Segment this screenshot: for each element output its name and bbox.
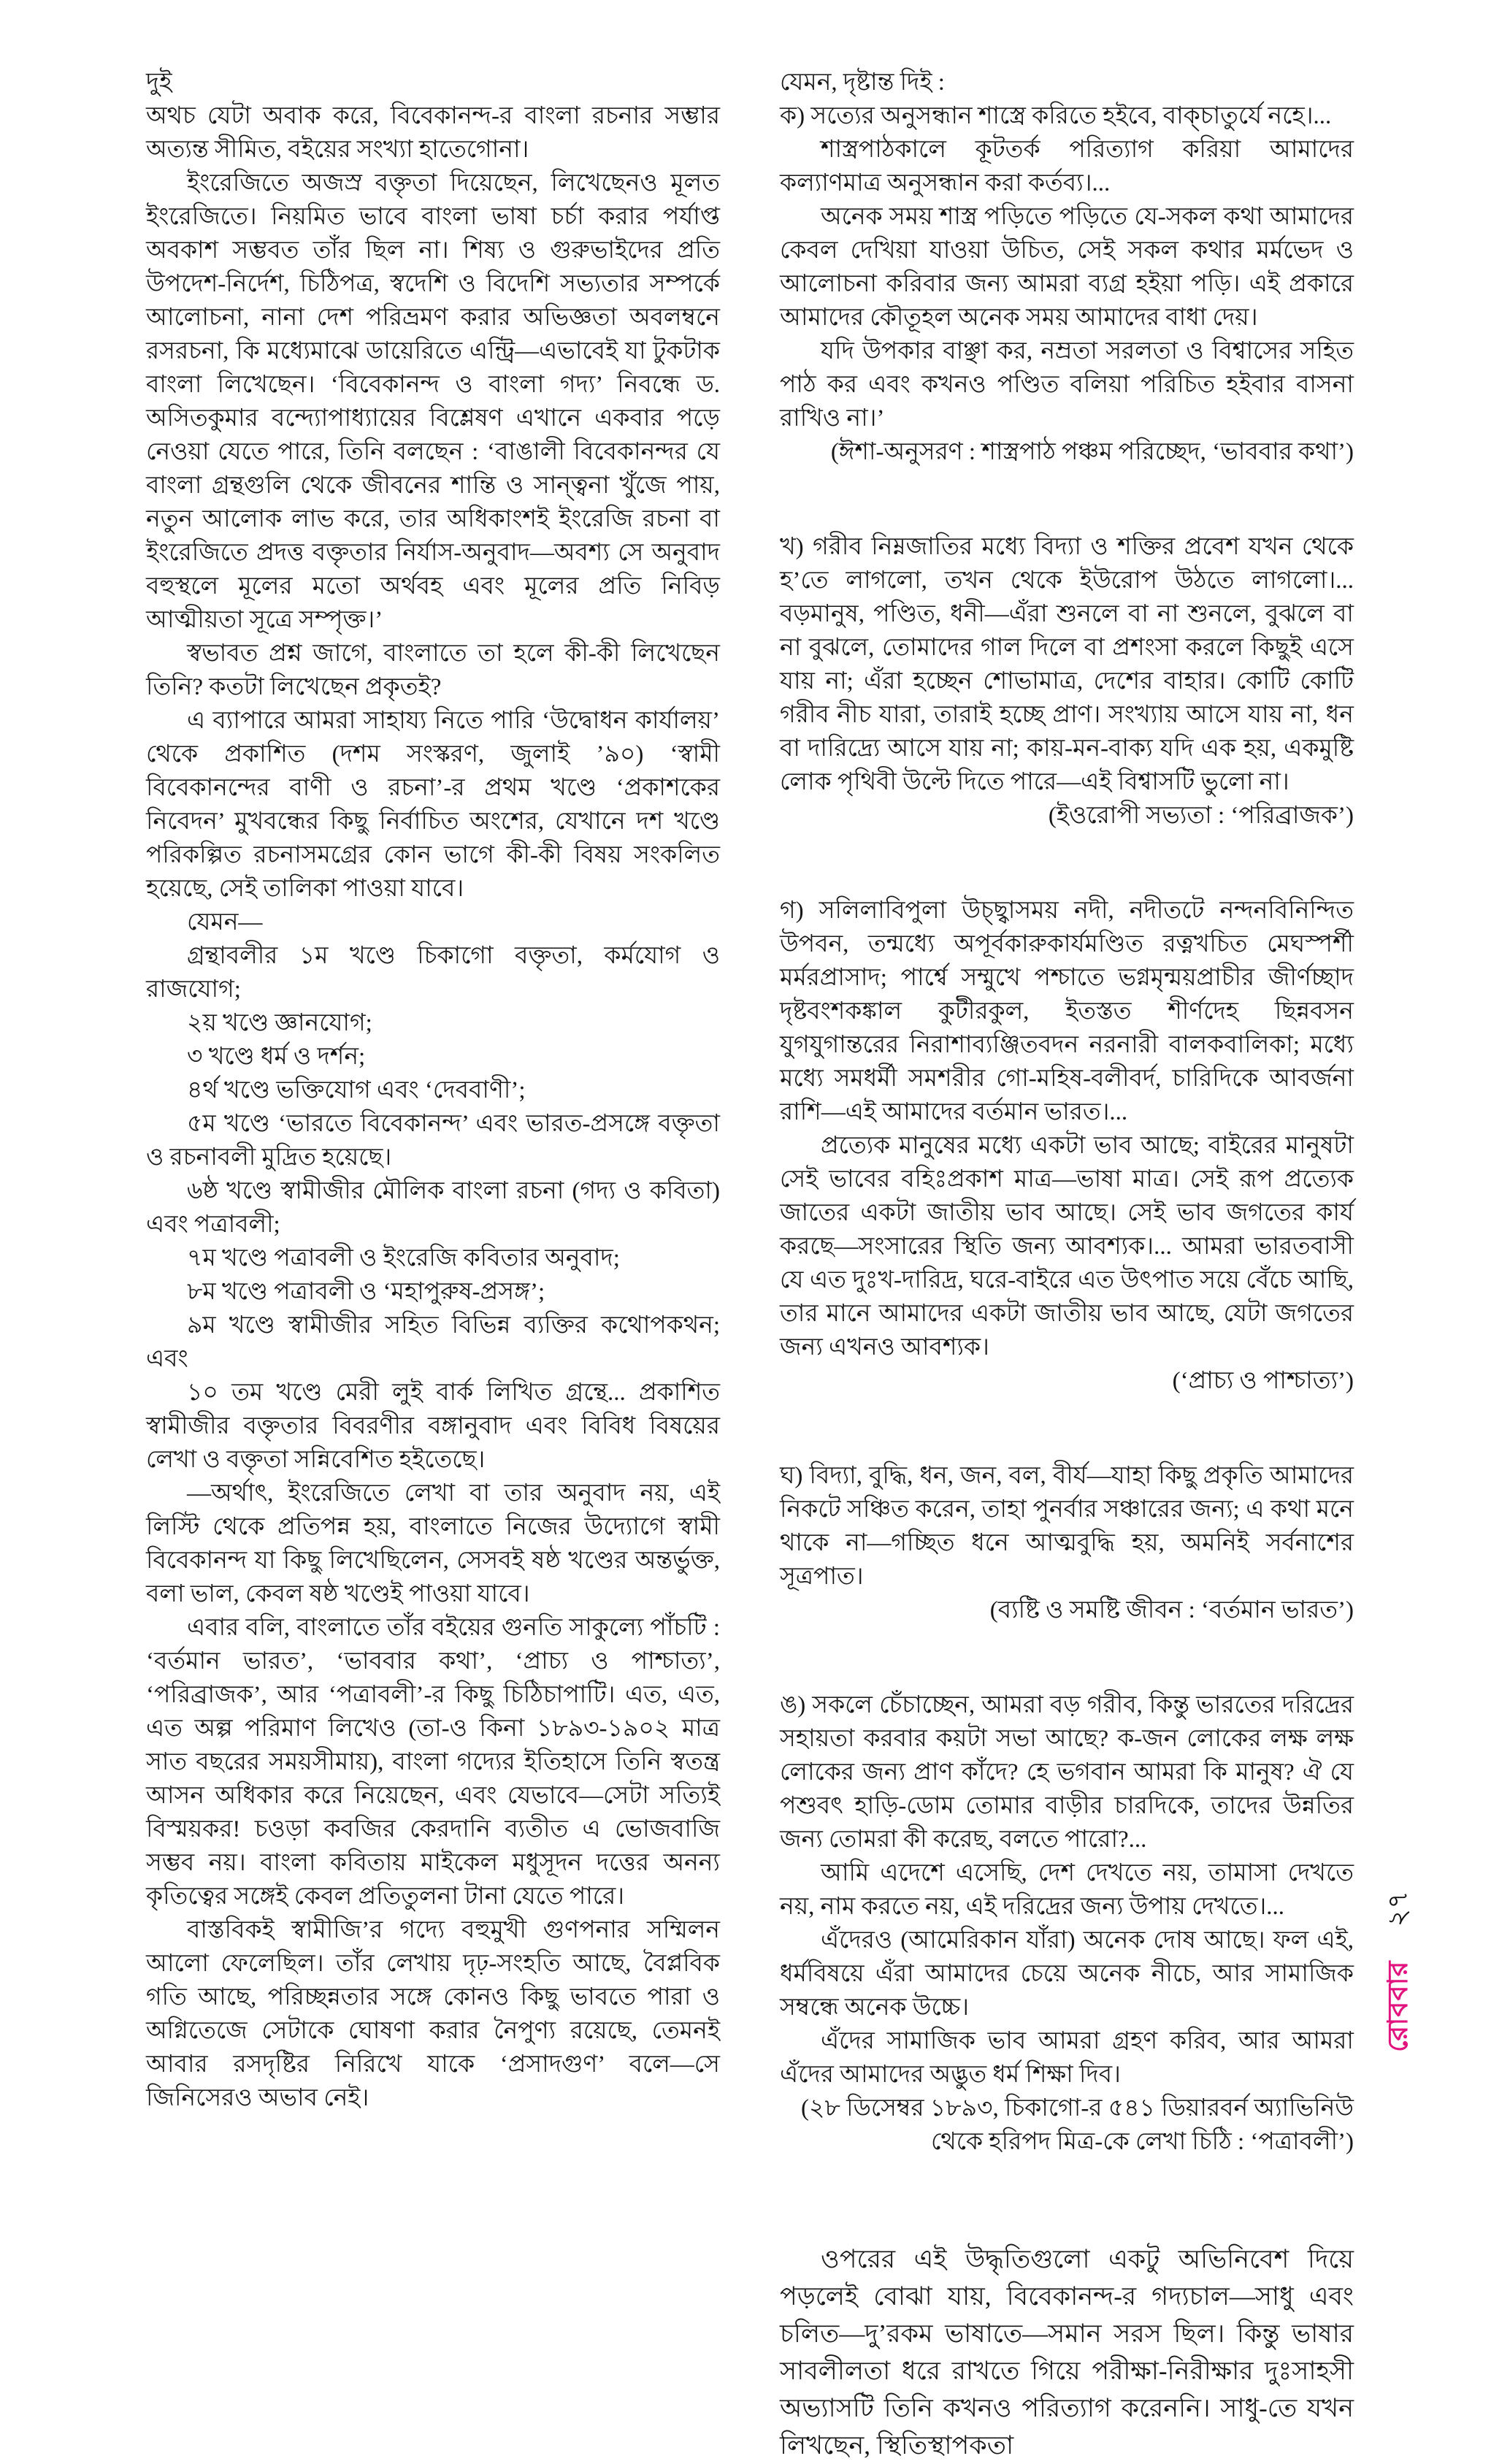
- page-folio: [1382, 1891, 1414, 2052]
- attribution: (ইওরোপী সভ্যতা : ‘পরিব্রাজক’): [1048, 803, 1354, 829]
- right-column: [780, 66, 1354, 2464]
- list-item-volume-1: গ্রন্থাবলীর ১ম খণ্ডে চিকাগো বক্তৃতা, কর্মযোগ ও রাজযোগ;: [146, 943, 720, 1003]
- quote-a-paragraph: অনেক সময় শাস্ত্র পড়িতে পড়িতে যে-সকল কথা আমাদের কেবল দেখিয়া যাওয়া উচিত, সেই সকল কথার মর্মভেদ ও আলোচনা করিবার জন্য আমরা ব্যগ্র হইয়া পড়ি। এই প্রকারে আমাদের কৌতূহল অনেক সময় আমাদের বাধা দেয়।: [780, 204, 1354, 331]
- list-item-volume-10: ১০ তম খণ্ডে মেরী লুই বার্ক লিখিত গ্রন্থে... প্রকাশিত স্বামীজীর বক্তৃতার বিবরণীর বঙ্গানুবাদ এবং বিবিধ বিষয়ের লেখা ও বক্তৃতা সন্নিবেশিত হইতেছে।: [146, 1380, 720, 1473]
- list-item-volume-5: ৫ম খণ্ডে ‘ভারতে বিবেকানন্দ’ এবং ভারত-প্রসঙ্গে বক্তৃতা ও রচনাবলী মুদ্রিত হয়েছে।: [146, 1111, 720, 1171]
- intro-line: যেমন, দৃষ্টান্ত দিই :: [780, 69, 945, 96]
- attribution: (ব্যষ্টি ও সমষ্টি জীবন : ‘বর্তমান ভারত’): [989, 1597, 1354, 1623]
- paragraph: অথচ যেটা অবাক করে, বিবেকানন্দ-র বাংলা রচনার সম্ভার অত্যন্ত সীমিত, বইয়ের সংখ্যা হাতেগোনা।: [146, 103, 720, 163]
- attribution: (ঈশা-অনুসরণ : শাস্ত্রপাঠ পঞ্চম পরিচ্ছেদ, ‘ভাববার কথা’): [830, 439, 1354, 465]
- list-item-volume-6: ৬ষ্ঠ খণ্ডে স্বামীজীর মৌলিক বাংলা রচনা (গদ্য ও কবিতা) এবং পত্রাবলী;: [146, 1178, 720, 1238]
- quote-d-paragraph: ঘ) বিদ্যা, বুদ্ধি, ধন, জন, বল, বীর্য—যাহা কিছু প্রকৃতি আমাদের নিকটে সঞ্চিত করেন, তাহা পুনর্বার সঞ্চারের জন্য; এ কথা মনে থাকে না—গচ্ছিত ধনে আত্মবুদ্ধি হয়, অমনিই সর্বনাশের সূত্রপাত।: [780, 1463, 1354, 1590]
- quote-a-paragraph: শাস্ত্রপাঠকালে কূটতর্ক পরিত্যাগ করিয়া আমাদের কল্যাণমাত্র অনুসন্ধান করা কর্তব্য।...: [780, 137, 1354, 196]
- magazine-name: রোববার: [1383, 1960, 1414, 2052]
- paragraph: স্বভাবত প্রশ্ন জাগে, বাংলাতে তা হলে কী-কী লিখেছেন তিনি? কতটা লিখেছেন প্রকৃতই?: [146, 640, 720, 700]
- attribution: (‘প্রাচ্য ও পাশ্চাত্য’): [1172, 1368, 1354, 1394]
- quote-e-paragraph: ঙ) সকলে চেঁচাচ্ছেন, আমরা বড় গরীব, কিন্তু ভারতের দরিদ্রের সহায়তা করবার কয়টা সভা আছে? ক-জন লোকের লক্ষ লক্ষ লোকের জন্য প্রাণ কাঁদে? হে ভগবান আমরা কি মানুষ? ঐ যে পশুবৎ হাড়ি-ডোম তোমার বাড়ীর চারদিকে, তাদের উন্নতির জন্য তোমরা কী করেছ, বলতে পারো?...: [780, 1692, 1354, 1853]
- quote-e-paragraph: এঁদের সামাজিক ভাব আমরা গ্রহণ করিব, আর আমরা এঁদের আমাদের অদ্ভুত ধর্ম শিক্ষা দিব।: [780, 2028, 1354, 2088]
- paragraph: ইংরেজিতে অজস্র বক্তৃতা দিয়েছেন, লিখেছেনও মূলত ইংরেজিতে। নিয়মিত ভাবে বাংলা ভাষা চর্চা করার পর্যাপ্ত অবকাশ সম্ভবত তাঁর ছিল না। শিষ্য ও গুরুভাইদের প্রতি উপদেশ-নির্দেশ, চিঠিপত্র, স্বদেশি ও বিদেশি সভ্যতার সম্পর্কে আলোচনা, নানা দেশ পরিভ্রমণ করার অভিজ্ঞতা অবলম্বনে রসরচনা, কি মধ্যেমাঝে ডায়েরিতে এন্ট্রি—এভাবেই যা টুকটাক বাংলা লিখেছেন। ‘বিবেকানন্দ ও বাংলা গদ্য’ নিবন্ধে ড. অসিতকুমার বন্দ্যোপাধ্যায়ের বিশ্লেষণ এখানে একবার পড়ে নেওয়া যেতে পারে, তিনি বলছেন : ‘বাঙালী বিবেকানন্দর যে বাংলা গ্রন্থগুলি থেকে জীবনের শান্তি ও সান্ত্বনা খুঁজে পায়, নতুন আলোক লাভ করে, তার অধিকাংশই ইংরেজি রচনা বা ইংরেজিতে প্রদত্ত বক্তৃতার নির্যাস-অনুবাদ—অবশ্য সে অনুবাদ বহুস্থলে মূলের মতো অর্থবহ এবং মূলের প্রতি নিবিড় আত্মীয়তা সূত্রে সম্পৃক্ত।’: [146, 170, 720, 633]
- quote-a-paragraph: যদি উপকার বাঞ্ছা কর, নম্রতা সরলতা ও বিশ্বাসের সহিত পাঠ কর এবং কখনও পণ্ডিত বলিয়া পরিচিত হইবার বাসনা রাখিও না।’: [780, 338, 1354, 432]
- attribution: (২৮ ডিসেম্বর ১৮৯৩, চিকাগো-র ৫৪১ ডিয়ারবর্ন অ্যাভিনিউ থেকে হরিপদ মিত্র-কে লেখা চিঠি : ‘পত্রাবলী’): [801, 2095, 1354, 2155]
- quote-a-paragraph: ক) সত্যের অনুসন্ধান শাস্ত্রে করিতে হইবে, বাক্‌চাতুর্যে নহে।...: [780, 103, 1332, 129]
- list-item-volume-4: ৪র্থ খণ্ডে ভক্তিযোগ এবং ‘দেববাণী’;: [187, 1077, 526, 1103]
- quote-e-paragraph: এঁদেরও (আমেরিকান যাঁরা) অনেক দোষ আছে। ফল এই, ধর্মবিষয়ে এঁরা আমাদের চেয়ে অনেক নীচে, আর সামাজিক সম্বন্ধে অনেক উচ্চে।: [780, 1927, 1354, 2021]
- quote-c-paragraph: গ) সলিলাবিপুলা উচ্ছ্বাসময় নদী, নদীতটে নন্দনবিনিন্দিত উপবন, তন্মধ্যে অপূর্বকারুকার্যমণ্ডিত রত্নখচিত মেঘস্পর্শী মর্মরপ্রাসাদ; পার্শ্বে সম্মুখে পশ্চাতে ভগ্নমৃন্ময়প্রাচীর জীর্ণচ্ছাদ দৃষ্টবংশকঙ্কাল কুটীরকুল, ইতস্তত শীর্ণদেহ ছিন্নবসন যুগযুগান্তরের নিরাশাব্যঞ্জিতবদন নরনারী বালকবালিকা; মধ্যে মধ্যে সমধর্মী সমশরীর গো-মহিষ-বলীবর্দ, চারিদিকে আবর্জনা রাশি—এই আমাদের বর্তমান ভারত।...: [780, 898, 1354, 1125]
- quote-c-paragraph: প্রত্যেক মানুষের মধ্যে একটা ভাব আছে; বাইরের মানুষটা সেই ভাবের বহিঃপ্রকাশ মাত্র—ভাষা মাত্র। সেই রূপ প্রত্যেক জাতের একটা জাতীয় ভাব আছে। সেই ভাব জগতের কার্য করছে—সংসারের স্থিতি জন্য আবশ্যক।... আমরা ভারতবাসী যে এত দুঃখ-দারিদ্র, ঘরে-বাইরে এত উৎপাত সয়ে বেঁচে আছি, তার মানে আমাদের একটা জাতীয় ভাব আছে, যেটা জগতের জন্য এখনও আবশ্যক।: [780, 1133, 1354, 1361]
- list-item-volume-3: ৩ খণ্ডে ধর্ম ও দর্শন;: [187, 1044, 366, 1070]
- page-number: ২৭: [1383, 1891, 1414, 1927]
- quote-b-paragraph: খ) গরীব নিম্নজাতির মধ্যে বিদ্যা ও শক্তির প্রবেশ যখন থেকে হ’তে লাগলো, তখন থেকে ইউরোপ উঠতে লাগলো।... বড়মানুষ, পণ্ডিত, ধনী—এঁরা শুনলে বা না শুনলে, বুঝলে বা না বুঝলে, তোমাদের গাল দিলে বা প্রশংসা করলে কিছুই এসে যায় না; এঁরা হচ্ছেন শোভামাত্র, দেশের বাহার। কোটি কোটি গরীব নীচ যারা, তারাই হচ্ছে প্রাণ। সংখ্যায় আসে যায় না, ধন বা দারিদ্র্যে আসে যায় না; কায়-মন-বাক্য যদি এক হয়, একমুষ্টি লোক পৃথিবী উল্টে দিতে পারে—এই বিশ্বাসটি ভুলো না।: [780, 534, 1354, 795]
- closing-paragraph: ওপরের এই উদ্ধৃতিগুলো একটু অভিনিবেশ দিয়ে পড়লেই বোঝা যায়, বিবেকানন্দ-র গদ্যচাল—সাধু এবং চলিত—দু’রকম ভাষাতে—সমান সরস ছিল। কিন্তু ভাষার সাবলীলতা ধরে রাখতে গিয়ে পরীক্ষা-নিরীক্ষার দুঃসাহসী অভ্যাসটি তিনি কখনও পরিত্যাগ করেননি। সাধু-তে যখন লিখছেন, স্থিতিস্থাপকতা: [780, 2245, 1354, 2460]
- list-item-volume-9: ৯ম খণ্ডে স্বামীজীর সহিত বিভিন্ন ব্যক্তির কথোপকথন; এবং: [146, 1312, 720, 1372]
- left-column: [146, 66, 720, 2115]
- section-heading: দুই: [146, 69, 172, 96]
- quote-e-paragraph: আমি এদেশে এসেছি, দেশ দেখতে নয়, তামাসা দেখতে নয়, নাম করতে নয়, এই দরিদ্রের জন্য উপায় দেখতে।...: [780, 1860, 1354, 1920]
- paragraph: এ ব্যাপারে আমরা সাহায্য নিতে পারি ‘উদ্বোধন কার্যালয়’ থেকে প্রকাশিত (দশম সংস্করণ, জুলাই ’৯০) ‘স্বামী বিবেকানন্দের বাণী ও রচনা’-র প্রথম খণ্ডে ‘প্রকাশকের নিবেদন’ মুখবন্ধের কিছু নির্বাচিত অংশের, যেখানে দশ খণ্ডে পরিকল্পিত রচনাসমগ্রের কোন ভাগে কী-কী বিষয় সংকলিত হয়েছে, সেই তালিকা পাওয়া যাবে।: [146, 708, 720, 902]
- list-item-volume-2: ২য় খণ্ডে জ্ঞানযোগ;: [187, 1010, 372, 1036]
- paragraph: যেমন—: [187, 909, 263, 936]
- paragraph: এবার বলি, বাংলাতে তাঁর বইয়ের গুনতি সাকুল্যে পাঁচটি : ‘বর্তমান ভারত’, ‘ভাববার কথা’, ‘প্রাচ্য ও পাশ্চাত্য’, ‘পরিব্রাজক’, আর ‘পত্রাবলী’-র কিছু চিঠিচাপাটি। এত, এত, এত অল্প পরিমাণ লিখেও (তা-ও কিনা ১৮৯৩-১৯০২ মাত্র সাত বছরের সময়সীমায়), বাংলা গদ্যের ইতিহাসে তিনি স্বতন্ত্র আসন অধিকার করে নিয়েছেন, এবং যেভাবে—সেটা সত্যিই বিস্ময়কর! চওড়া কবজির কেরদানি ব্যতীত এ ভোজবাজি সম্ভব নয়। বাংলা কবিতায় মাইকেল মধুসূদন দত্তের অনন্য কৃতিত্বের সঙ্গেই কেবল প্রতিতুলনা টানা যেতে পারে।: [146, 1615, 720, 1910]
- list-item-volume-8: ৮ম খণ্ডে পত্রাবলী ও ‘মহাপুরুষ-প্রসঙ্গ’;: [187, 1279, 545, 1305]
- list-item-volume-7: ৭ম খণ্ডে পত্রাবলী ও ইংরেজি কবিতার অনুবাদ;: [187, 1245, 620, 1271]
- paragraph: —অর্থাৎ, ইংরেজিতে লেখা বা তার অনুবাদ নয়, এই লিস্টি থেকে প্রতিপন্ন হয়, বাংলাতে নিজের উদ্যোগে স্বামী বিবেকানন্দ যা কিছু লিখেছিলেন, সেসবই ষষ্ঠ খণ্ডের অন্তর্ভুক্ত, বলা ভাল, কেবল ষষ্ঠ খণ্ডেই পাওয়া যাবে।: [146, 1480, 720, 1607]
- paragraph: বাস্তবিকই স্বামীজি’র গদ্যে বহুমুখী গুণপনার সম্মিলন আলো ফেলেছিল। তাঁর লেখায় দৃঢ়-সংহতি আছে, বৈপ্লবিক গতি আছে, পরিচ্ছন্নতার সঙ্গে কোনও কিছু ভাবতে পারা ও অগ্নিতেজে সেটাকে ঘোষণা করার নৈপুণ্য রয়েছে, তেমনই আবার রসদৃষ্টির নিরিখে যাকে ‘প্রসাদগুণ’ বলে—সে জিনিসেরও অভাব নেই।: [146, 1917, 720, 2111]
